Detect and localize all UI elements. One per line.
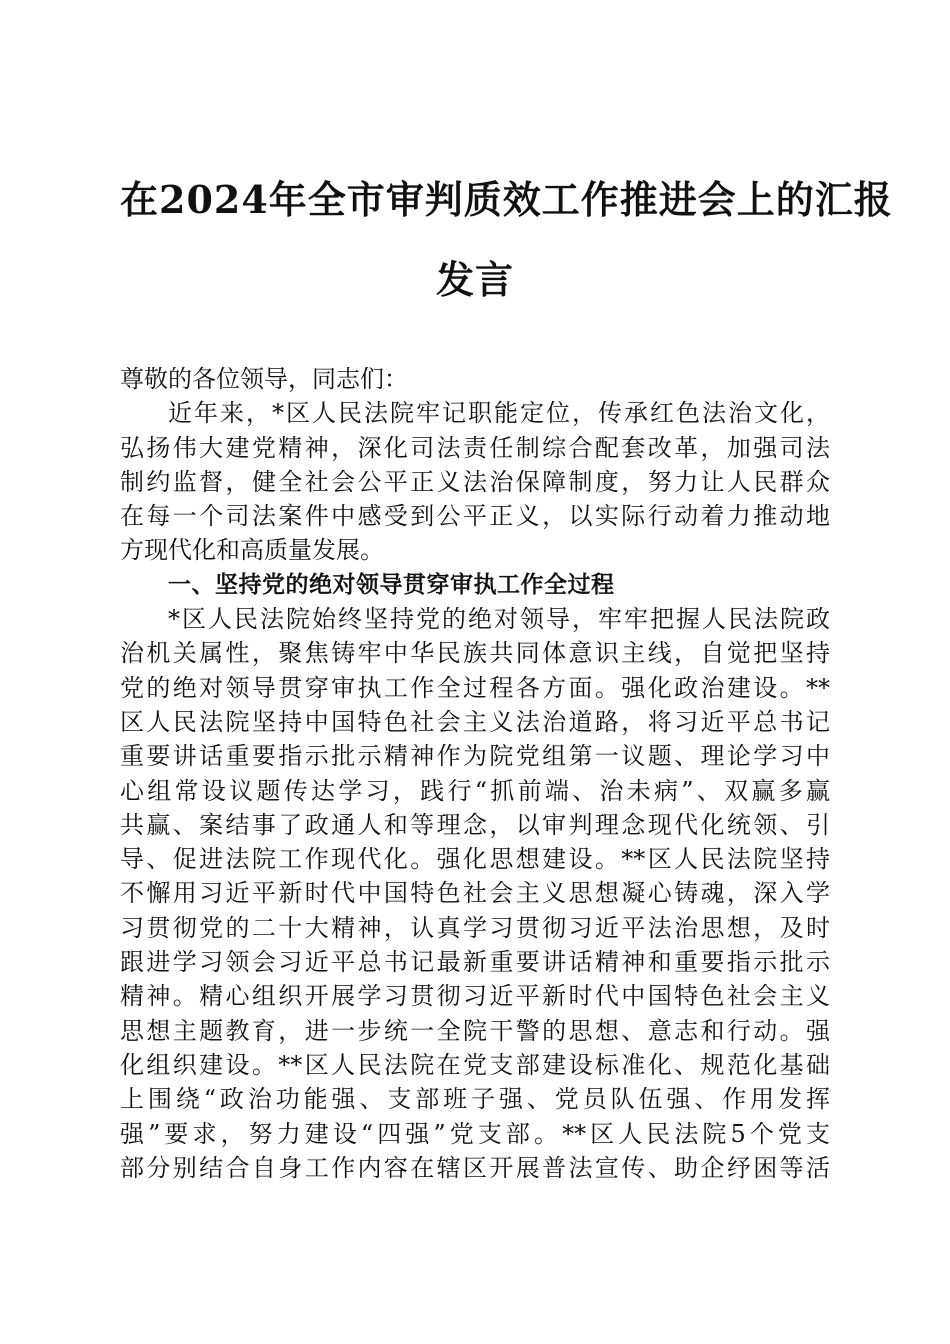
- intro-line: 制约监督，健全社会公平正义法治保障制度，努力让人民群众: [120, 467, 830, 496]
- salutation: 尊敬的各位领导，同志们：: [120, 365, 408, 393]
- title-line-1: 在2024年全市审判质效工作推进会上的汇报: [120, 177, 893, 222]
- intro-line: 方现代化和高质量发展。: [120, 536, 384, 565]
- section-1-line: 思想主题教育，进一步统一全院干警的思想、意志和行动。强: [120, 1016, 830, 1045]
- title-line-2: 发言: [435, 257, 514, 302]
- section-1-heading: 一、坚持党的绝对领导贯穿审执工作全过程: [168, 571, 615, 598]
- intro-line: 弘扬伟大建党精神，深化司法责任制综合配套改革，加强司法: [120, 433, 830, 462]
- section-1-line: 上围绕“政治功能强、支部班子强、党员队伍强、作用发挥: [120, 1085, 830, 1114]
- section-1-line: 治机关属性，聚焦铸牢中华民族共同体意识主线，自觉把坚持: [120, 639, 830, 668]
- section-1-line: *区人民法院始终坚持党的绝对领导，牢牢把握人民法院政: [168, 605, 830, 634]
- section-1-line: 党的绝对领导贯穿审执工作全过程各方面。强化政治建设。**: [120, 673, 830, 702]
- section-1-line: 精神。精心组织开展学习贯彻习近平新时代中国特色社会主义: [120, 982, 830, 1011]
- document-body: [120, 362, 830, 1185]
- section-1-line: 化组织建设。**区人民法院在党支部建设标准化、规范化基础: [120, 1050, 830, 1079]
- section-1-line: 导、促进法院工作现代化。强化思想建设。**区人民法院坚持: [120, 845, 830, 874]
- section-1-line: 心组常设议题传达学习，践行“抓前端、治未病”、双赢多赢: [120, 776, 830, 805]
- section-1-line: 跟进学习领会习近平总书记最新重要讲话精神和重要指示批示: [120, 948, 830, 977]
- section-1-line: 强”要求，努力建设“四强”党支部。**区人民法院5个党支: [120, 1119, 830, 1148]
- section-1-line: 部分别结合自身工作内容在辖区开展普法宣传、助企纾困等活: [120, 1153, 830, 1182]
- section-1-line: 区人民法院坚持中国特色社会主义法治道路，将习近平总书记: [120, 707, 830, 736]
- document-title: [120, 160, 893, 320]
- intro-line: 在每一个司法案件中感受到公平正义，以实际行动着力推动地: [120, 502, 830, 531]
- section-1-line: 共赢、案结事了政通人和等理念，以审判理念现代化统领、引: [120, 810, 830, 839]
- intro-line: 近年来，*区人民法院牢记职能定位，传承红色法治文化，: [168, 399, 830, 428]
- section-1-line: 习贯彻党的二十大精神，认真学习贯彻习近平法治思想，及时: [120, 913, 830, 942]
- intro-paragraph: [120, 396, 830, 567]
- section-1-paragraph: [120, 602, 830, 1185]
- section-1-line: 不懈用习近平新时代中国特色社会主义思想凝心铸魂，深入学: [120, 879, 830, 908]
- section-1-line: 重要讲话重要指示批示精神作为院党组第一议题、理论学习中: [120, 742, 830, 771]
